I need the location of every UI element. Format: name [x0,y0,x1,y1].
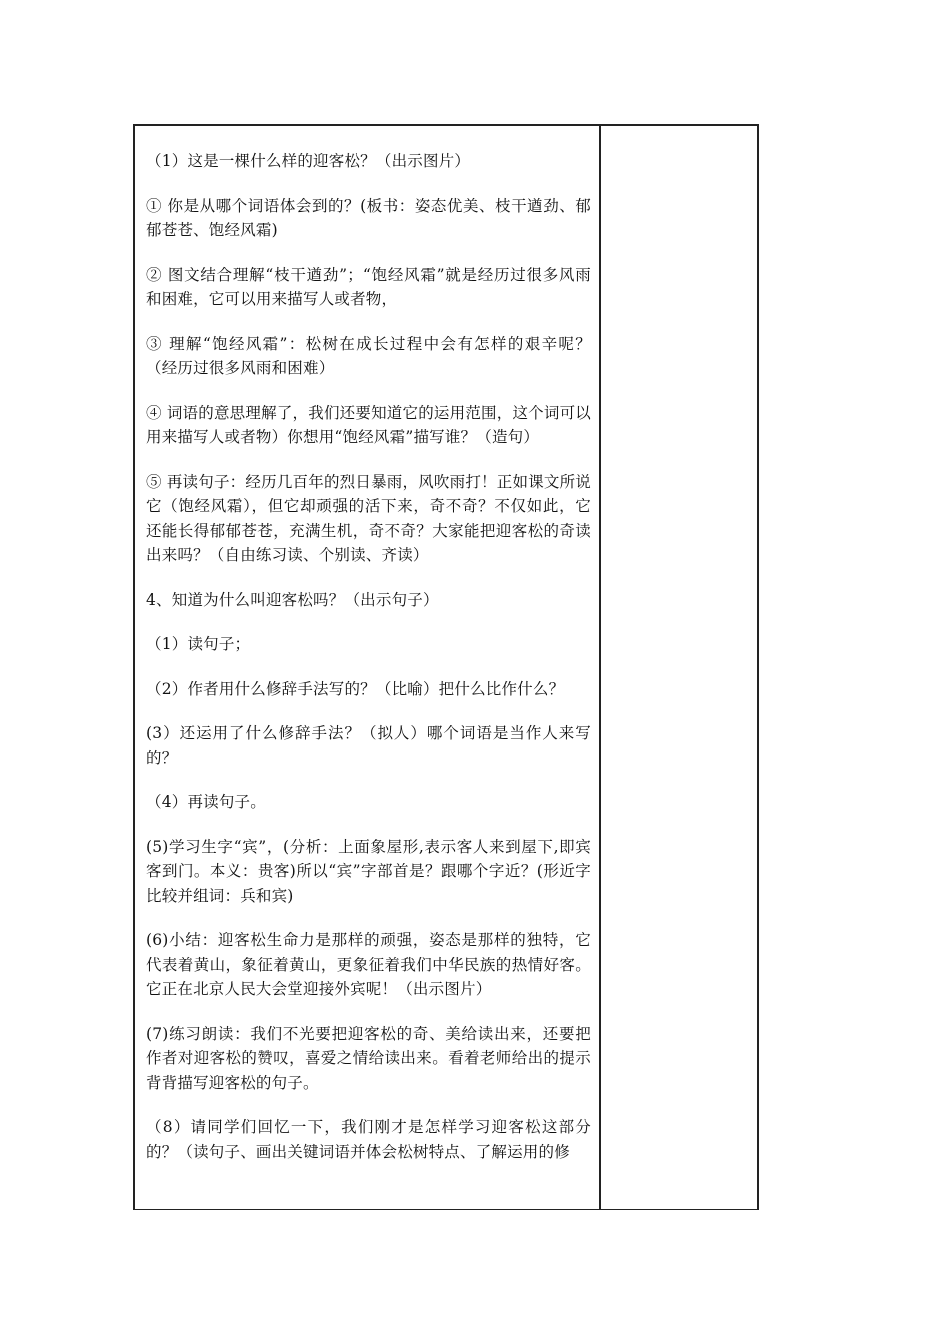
paragraph-4: ③ 理解“饱经风霜”：松树在成长过程中会有怎样的艰辛呢？（经历过很多风雨和困难） [146,334,591,377]
notes-cell [601,126,757,1209]
lesson-content-cell [135,126,601,1209]
paragraph-14: (7)练习朗读：我们不光要把迎客松的奇、美给读出来，还要把作者对迎客松的赞叹，喜爱之情给读出来。看着老师给出的提示背背描写迎客松的句子。 [146,1024,591,1092]
paragraph-2: ① 你是从哪个词语体会到的？(板书：姿态优美、枝干遒劲、郁郁苍苍、饱经风霜) [146,196,591,239]
paragraph-6: ⑤ 再读句子：经历几百年的烈日暴雨，风吹雨打！正如课文所说它（饱经风霜），但它却顽强的活下来，奇不奇？不仅如此，它还能长得郁郁苍苍，充满生机，奇不奇？大家能把迎客松的奇读出来吗？（自由练习读、个别读、齐读） [146,472,591,564]
paragraph-12: (5)学习生字“宾”，(分析：上面象屋形,表示客人来到屋下,即宾客到门。本义：贵客)所以“宾”字部首是？跟哪个字近？(形近字比较并组词：兵和宾) [146,837,591,905]
paragraph-3: ② 图文结合理解“枝干遒劲”；“饱经风霜”就是经历过很多风雨和困难，它可以用来描写人或者物， [146,265,591,308]
lesson-plan-table [133,124,759,1210]
paragraph-9: （2）作者用什么修辞手法写的？（比喻）把什么比作什么？ [146,679,565,698]
paragraph-11: （4）再读句子。 [146,793,266,811]
paragraph-15: （8）请同学们回忆一下，我们刚才是怎样学习迎客松这部分的？（读句子、画出关键词语并体会松树特点、了解运用的修 [146,1118,591,1161]
paragraph-1: （1）这是一棵什么样的迎客松？（出示图片） [146,152,471,170]
paragraph-13: (6)小结：迎客松生命力是那样的顽强，姿态是那样的独特，它代表着黄山，象征着黄山，更象征着我们中华民族的热情好客。它正在北京人民大会堂迎接外宾呢！（出示图片） [146,931,591,998]
paragraph-5: ④ 词语的意思理解了，我们还要知道它的运用范围，这个词可以用来描写人或者物）你想用“饱经风霜”描写谁？（造句） [146,403,591,446]
paragraph-10: (3）还运用了什么修辞手法？（拟人）哪个词语是当作人来写的？ [146,724,591,767]
paragraph-7: 4、知道为什么叫迎客松吗？（出示句子） [146,590,439,609]
paragraph-8: （1）读句子； [146,635,251,653]
